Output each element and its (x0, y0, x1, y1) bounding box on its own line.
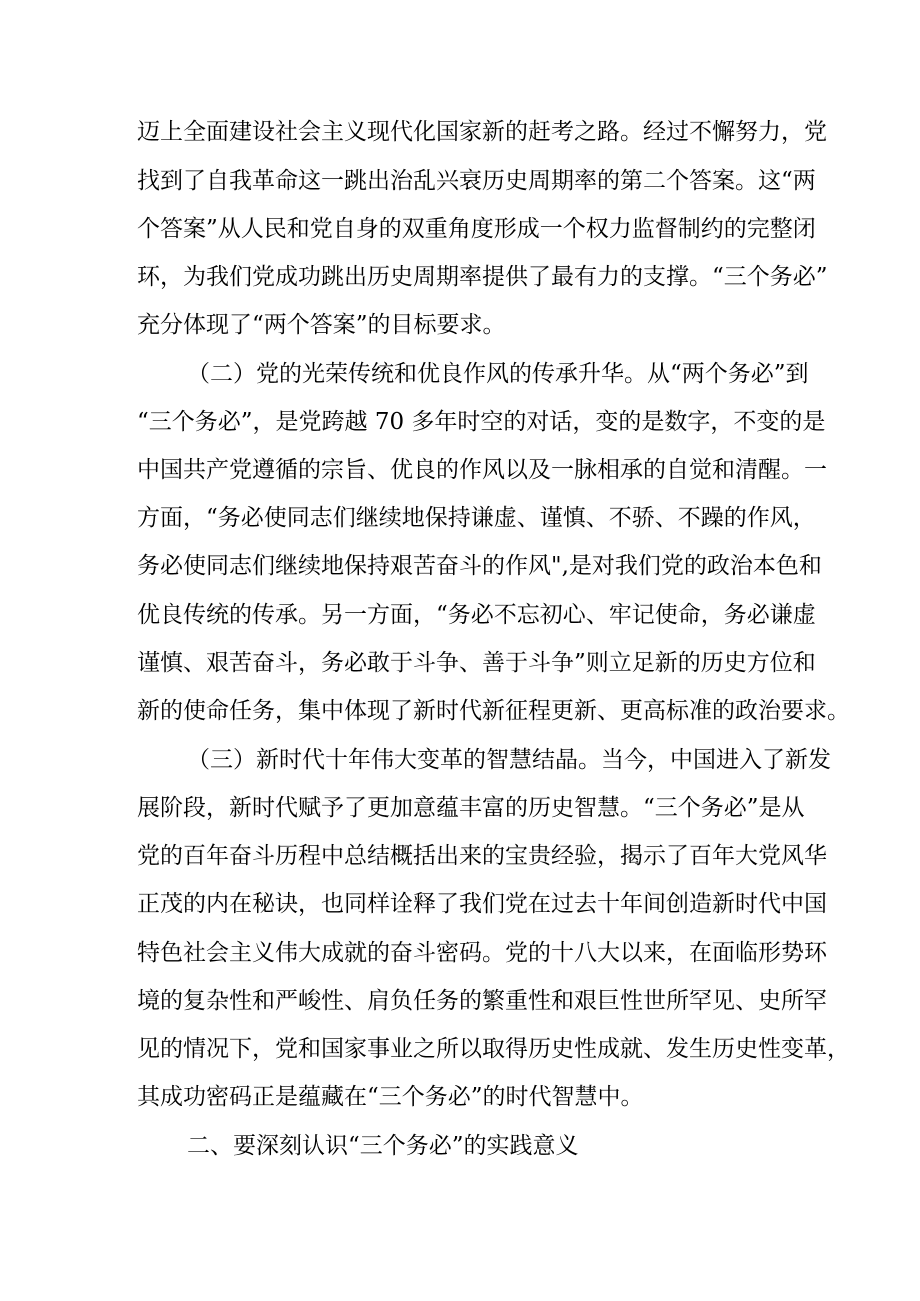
paragraph-line: 其成功密码正是蕴藏在“三个务必”的时代智慧中。 (137, 1084, 644, 1110)
paragraph-line: 特色社会主义伟大成就的奋斗密码。党的十八大以来，在面临形势环 (137, 940, 827, 966)
section-heading: 二、要深刻认识“三个务必”的实践意义 (187, 1133, 579, 1159)
paragraph-line: 新的使命任务，集中体现了新时代新征程更新、更高标准的政治要求。 (137, 698, 850, 724)
paragraph-line: 环，为我们党成功跳出历史周期率提供了最有力的支撑。“三个务必” (137, 264, 828, 290)
paragraph-line: 境的复杂性和严峻性、肩负任务的繁重性和艰巨性世所罕见、史所罕 (137, 988, 827, 1014)
paragraph-line: 优良传统的传承。另一方面，“务必不忘初心、牢记使命，务必谦虚 (137, 602, 816, 628)
paragraph-line: （二）党的光荣传统和优良作风的传承升华。从“两个务必”到 (187, 361, 809, 387)
paragraph-line: 展阶段，新时代赋予了更加意蕴丰富的历史智慧。“三个务必”是从 (137, 795, 805, 821)
paragraph-line: 方面，“务必使同志们继续地保持谦虚、谨慎、不骄、不躁的作风， (137, 505, 816, 531)
paragraph-line: 党的百年奋斗历程中总结概括出来的宝贵经验，揭示了百年大党风华 (137, 843, 827, 869)
paragraph-line: 见的情况下，党和国家事业之所以取得历史性成就、发生历史性变革， (137, 1036, 850, 1062)
paragraph-line: 中国共产党遵循的宗旨、优良的作风以及一脉相承的自觉和清醒。一 (137, 457, 827, 483)
paragraph-line: 个答案”从人民和党自身的双重角度形成一个权力监督制约的完整闭 (137, 216, 816, 242)
paragraph-line: 正茂的内在秘诀，也同样诠释了我们党在过去十年间创造新时代中国 (137, 891, 827, 917)
paragraph-line: 谨慎、艰苦奋斗，务必敢于斗争、善于斗争”则立足新的历史方位和 (137, 650, 816, 676)
paragraph-line: “三个务必”，是党跨越 70 多年时空的对话，变的是数字，不变的是 (137, 409, 826, 435)
paragraph-line: 充分体现了“两个答案”的目标要求。 (137, 312, 506, 338)
paragraph-line: （三）新时代十年伟大变革的智慧结晶。当今，中国进入了新发 (187, 747, 831, 773)
paragraph-line: 务必使同志们继续地保持艰苦奋斗的作风",是对我们党的政治本色和 (137, 553, 822, 579)
paragraph-line: 找到了自我革命这一跳出治乱兴衰历史周期率的第二个答案。这“两 (137, 168, 816, 194)
paragraph-line: 迈上全面建设社会主义现代化国家新的赶考之路。经过不懈努力，党 (137, 119, 827, 145)
